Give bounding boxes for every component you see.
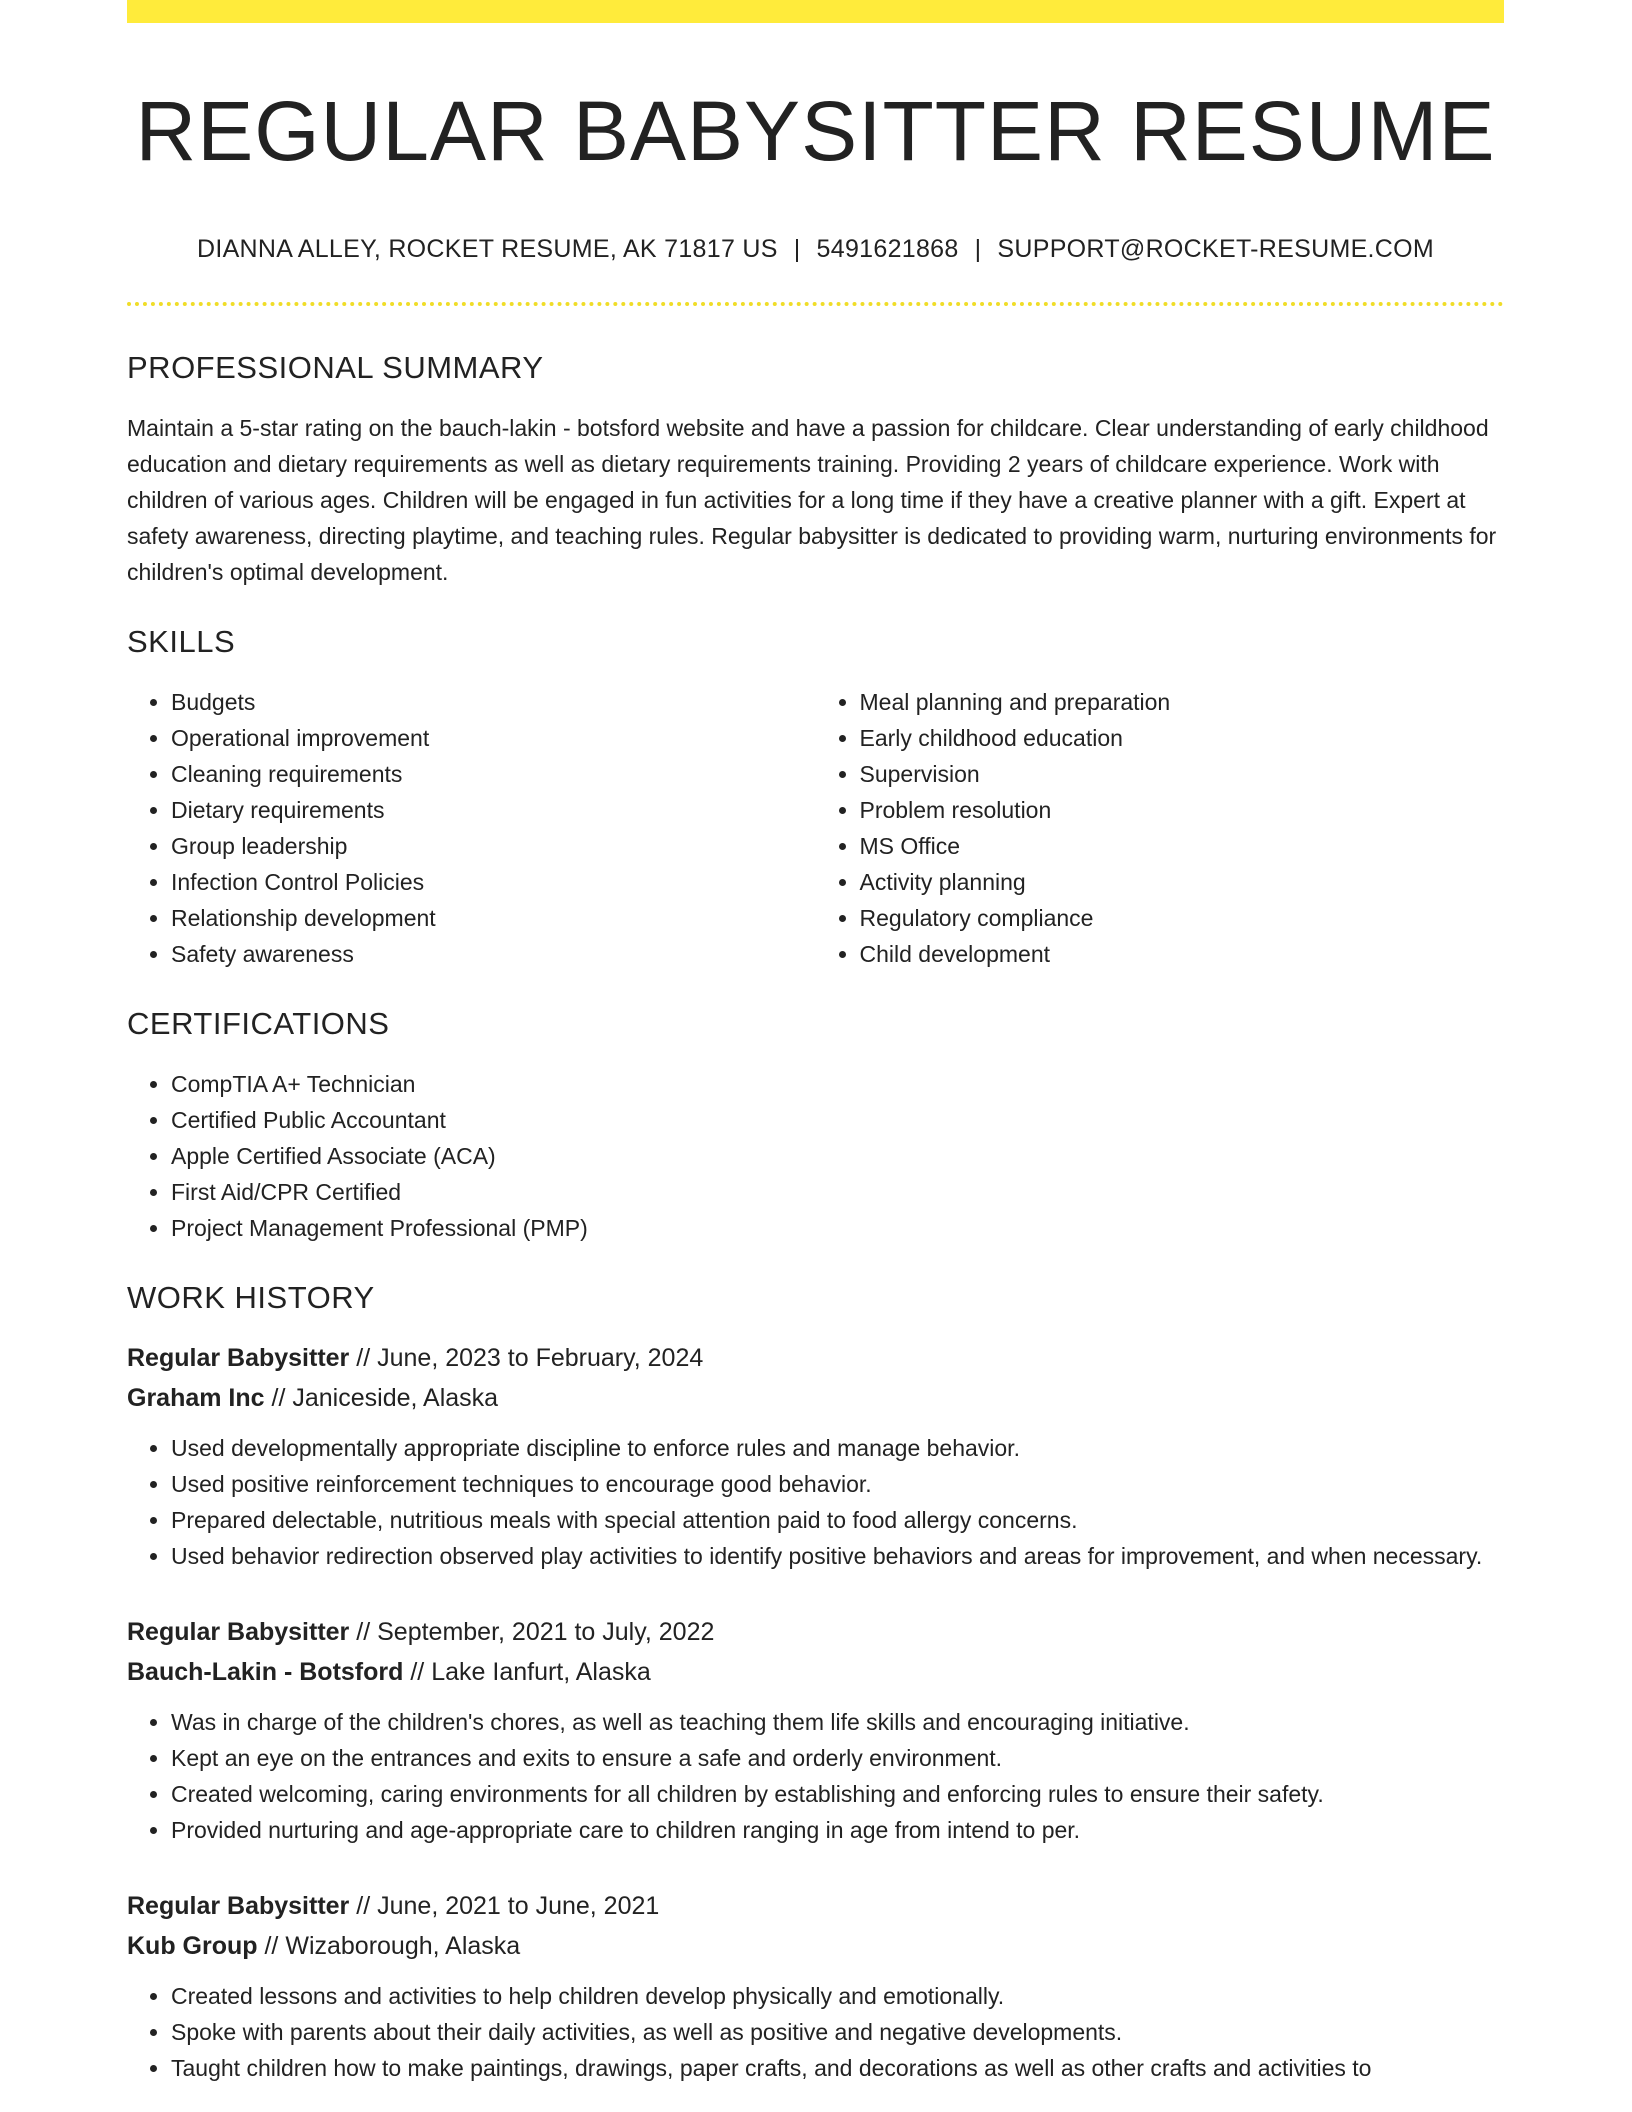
skill-item: • Early childhood education [860,720,1505,756]
job-divider: // [356,1892,371,1921]
job-bullet: • Provided nurturing and age-appropriate care to children ranging in age from intend to per. [171,1812,1504,1848]
certification-item: • First Aid/CPR Certified [171,1174,1504,1210]
job-title: Regular Babysitter [127,1892,350,1921]
skill-item: • Meal planning and preparation [860,684,1505,720]
job-bullets [127,1704,1504,1848]
job-location: Lake Ianfurt, Alaska [431,1658,651,1687]
contact-address: DIANNA ALLEY, ROCKET RESUME, AK 71817 US [196,235,778,264]
resume-title: REGULAR BABYSITTER RESUME [135,84,1496,178]
skill-item: • Infection Control Policies [171,864,816,900]
skill-item: • Problem resolution [860,792,1505,828]
job-divider: // [271,1384,286,1413]
contact-email: SUPPORT@ROCKET-RESUME.COM [997,235,1435,264]
job-entry [127,1338,1504,1574]
contact-phone: 5491621868 [816,235,959,264]
skill-item: • Relationship development [171,900,816,936]
job-company: Kub Group [127,1932,258,1961]
skills-columns [127,684,1504,972]
job-dates: June, 2021 to June, 2021 [377,1892,660,1921]
skill-item: • Cleaning requirements [171,756,816,792]
summary-text: Maintain a 5-star rating on the bauch-lakin - botsford website and have a passion for childcare. Clear understanding of early childhood education and dietary requirements as well as dietary requirements training. Providing 2 years of childcare experience. Work with children of various ages. Children will be engaged in fun activities for a long time if they have a creative planner with a gift. Expert at safety awareness, directing playtime, and teaching rules. Regular babysitter is dedicated to providing warm, nurturing environments for children's optimal development. [127,415,1497,586]
certification-item: • CompTIA A+ Technician [171,1066,1504,1102]
job-title: Regular Babysitter [127,1618,350,1647]
job-divider: // [264,1932,279,1961]
job-title-line [127,1886,1504,1926]
job-location: Wizaborough, Alaska [285,1932,521,1961]
skill-item: • Supervision [860,756,1505,792]
skills-heading: SKILLS [127,624,236,660]
contact-separator: | [793,235,801,264]
job-bullet: • Prepared delectable, nutritious meals with special attention paid to food allergy concerns. [171,1502,1504,1538]
skill-item: • Dietary requirements [171,792,816,828]
contact-line [127,235,1504,264]
job-bullet: • Used behavior redirection observed play activities to identify positive behaviors and areas for improvement, and when necessary. [171,1538,1504,1574]
skill-item: • Regulatory compliance [860,900,1505,936]
job-bullet: • Kept an eye on the entrances and exits to ensure a safe and orderly environment. [171,1740,1504,1776]
skill-item: • Child development [860,936,1505,972]
work-history-heading: WORK HISTORY [127,1280,375,1316]
job-bullet: • Used developmentally appropriate discipline to enforce rules and manage behavior. [171,1430,1504,1466]
job-company: Bauch-Lakin - Botsford [127,1658,404,1687]
job-bullet: • Taught children how to make paintings, drawings, paper crafts, and decorations as well as other crafts and activities to [171,2050,1504,2086]
certification-item: • Certified Public Accountant [171,1102,1504,1138]
dotted-divider [127,302,1504,306]
job-company: Graham Inc [127,1384,265,1413]
skills-left-list [127,684,816,972]
resume-page [127,0,1504,2086]
certifications-heading: CERTIFICATIONS [127,1006,390,1042]
skill-item: • Budgets [171,684,816,720]
certification-item: • Apple Certified Associate (ACA) [171,1138,1504,1174]
job-divider: // [356,1344,371,1373]
job-bullet: • Was in charge of the children's chores, as well as teaching them life skills and encouraging initiative. [171,1704,1504,1740]
certifications-list [127,1066,1504,1246]
job-dates: September, 2021 to July, 2022 [377,1618,715,1647]
job-divider: // [356,1618,371,1647]
job-bullets [127,1430,1504,1574]
skills-right-list [816,684,1505,972]
job-company-line [127,1652,1504,1692]
summary-heading: PROFESSIONAL SUMMARY [127,350,544,386]
job-company-line [127,1926,1504,1966]
job-bullet: • Created welcoming, caring environments for all children by establishing and enforcing rules to ensure their safety. [171,1776,1504,1812]
top-accent-bar [127,0,1504,23]
job-title-line [127,1612,1504,1652]
skill-item: • Operational improvement [171,720,816,756]
job-entry [127,1886,1504,2086]
job-dates: June, 2023 to February, 2024 [377,1344,704,1373]
job-company-line [127,1378,1504,1418]
job-bullet: • Used positive reinforcement techniques to encourage good behavior. [171,1466,1504,1502]
certification-item: • Project Management Professional (PMP) [171,1210,1504,1246]
job-bullet: • Spoke with parents about their daily activities, as well as positive and negative developments. [171,2014,1504,2050]
skill-item: • Activity planning [860,864,1505,900]
job-divider: // [410,1658,425,1687]
job-title-line [127,1338,1504,1378]
job-bullets [127,1978,1504,2086]
skill-item: • MS Office [860,828,1505,864]
contact-separator: | [974,235,982,264]
job-bullet: • Created lessons and activities to help children develop physically and emotionally. [171,1978,1504,2014]
skill-item: • Group leadership [171,828,816,864]
job-location: Janiceside, Alaska [292,1384,499,1413]
job-entry [127,1612,1504,1848]
job-title: Regular Babysitter [127,1344,350,1373]
skill-item: • Safety awareness [171,936,816,972]
